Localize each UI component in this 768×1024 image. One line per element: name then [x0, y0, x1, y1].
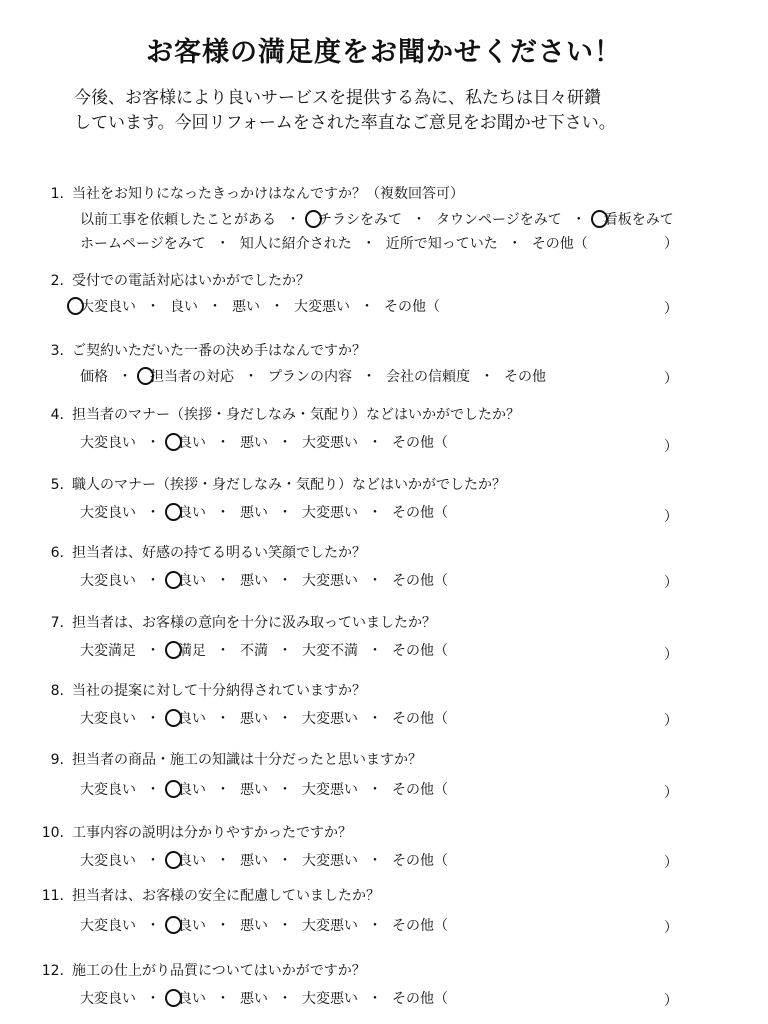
- separator: ・: [368, 918, 382, 934]
- close-paren: ）: [664, 713, 678, 729]
- separator: ・: [146, 643, 160, 659]
- question-label: 当社の提案に対して十分納得されていますか？: [72, 683, 366, 699]
- separator: ・: [216, 711, 230, 727]
- separator: ・: [412, 212, 426, 228]
- separator: ・: [270, 299, 284, 315]
- separator: ・: [146, 299, 160, 315]
- option-other[interactable]: その他（: [392, 435, 448, 451]
- option-other[interactable]: その他（: [392, 918, 448, 934]
- question-number: 10.: [41, 825, 64, 841]
- separator: ・: [216, 435, 230, 451]
- option-bad[interactable]: 悪い: [240, 505, 268, 521]
- option-good[interactable]: 良い: [170, 850, 206, 870]
- question-text: [40, 542, 366, 562]
- question-label: 担当者の商品・施工の知識は十分だったと思いますか？: [72, 752, 422, 768]
- separator: ・: [368, 711, 382, 727]
- option-very-bad[interactable]: 大変悪い: [302, 918, 358, 934]
- close-paren: ）: [664, 647, 678, 663]
- option-very-bad[interactable]: 大変悪い: [294, 299, 350, 315]
- option-good[interactable]: 良い: [170, 432, 206, 452]
- option-very-good[interactable]: 大変良い: [80, 918, 136, 934]
- option-other[interactable]: その他（: [384, 299, 440, 315]
- question-number: 12.: [41, 963, 64, 979]
- close-paren: ）: [664, 785, 678, 801]
- option-bad[interactable]: 悪い: [240, 711, 268, 727]
- option-dissatisfied[interactable]: 不満: [240, 643, 268, 659]
- question-number: 5.: [50, 477, 64, 493]
- separator: ・: [216, 643, 230, 659]
- option-other[interactable]: その他（: [392, 505, 448, 521]
- question-label: 担当者は、お客様の意向を十分に汲み取っていましたか？: [72, 615, 436, 631]
- option-other[interactable]: その他（: [392, 853, 448, 869]
- separator: ・: [146, 853, 160, 869]
- option-good[interactable]: 良い: [170, 915, 206, 935]
- answer-options: [80, 708, 448, 728]
- option-other[interactable]: その他: [504, 369, 546, 385]
- option-very-bad[interactable]: 大変悪い: [302, 711, 358, 727]
- separator: ・: [278, 505, 292, 521]
- option-very-satisfied[interactable]: 大変満足: [80, 643, 136, 659]
- question-number: 4.: [50, 407, 64, 423]
- option-good[interactable]: 良い: [170, 779, 206, 799]
- question-label: 職人のマナー（挨拶・身だしなみ・気配り）などはいかがでしたか？: [72, 477, 506, 493]
- option-town-page[interactable]: タウンページをみて: [436, 212, 562, 228]
- separator: ・: [208, 299, 222, 315]
- option-very-good[interactable]: 大変良い: [80, 853, 136, 869]
- option-very-bad[interactable]: 大変悪い: [302, 435, 358, 451]
- close-paren: ）: [664, 920, 678, 936]
- question-text: [40, 885, 380, 905]
- option-good[interactable]: 良い: [170, 299, 198, 315]
- separator: ・: [278, 573, 292, 589]
- option-bad[interactable]: 悪い: [240, 991, 268, 1007]
- close-paren: ）: [664, 855, 678, 871]
- question-number: 7.: [50, 615, 64, 631]
- separator: ・: [362, 369, 376, 385]
- answer-options: [80, 570, 448, 590]
- separator: ・: [507, 236, 522, 252]
- separator: ・: [216, 918, 230, 934]
- answer-options: [80, 850, 448, 870]
- intro-line: しています。今回リフォームをされた率直なご意見をお聞かせ下さい。: [74, 113, 616, 133]
- option-good[interactable]: 良い: [170, 708, 206, 728]
- question-number: 11.: [41, 888, 64, 904]
- question-label: 施工の仕上がり品質についてはいかがですか？: [72, 963, 366, 979]
- option-other[interactable]: その他（: [392, 991, 448, 1007]
- separator: ・: [278, 435, 292, 451]
- question-number: 9.: [50, 752, 64, 768]
- question-label: 受付での電話対応はいかがでしたか？: [72, 273, 310, 289]
- separator: ・: [146, 435, 160, 451]
- question-label: 担当者は、お客様の安全に配慮していましたか？: [72, 888, 380, 904]
- separator: ・: [286, 212, 300, 228]
- option-good[interactable]: 良い: [170, 502, 206, 522]
- separator: ・: [215, 236, 230, 252]
- option-signboard[interactable]: 看板をみて: [596, 209, 674, 229]
- question-text: [40, 680, 366, 700]
- answer-options: [80, 915, 448, 935]
- separator: ・: [361, 236, 376, 252]
- option-staff-response[interactable]: 担当者の対応: [142, 366, 234, 386]
- separator: ・: [216, 505, 230, 521]
- question-text: [40, 183, 464, 203]
- option-homepage[interactable]: ホームページをみて: [80, 236, 206, 252]
- separator: ・: [244, 369, 258, 385]
- question-text: [40, 270, 310, 290]
- question-number: 2.: [50, 273, 64, 289]
- separator: ・: [278, 918, 292, 934]
- option-good[interactable]: 良い: [170, 988, 206, 1008]
- close-paren: ）: [664, 439, 678, 455]
- close-paren: ）: [664, 371, 678, 387]
- option-company-trust[interactable]: 会社の信頼度: [386, 369, 470, 385]
- option-other[interactable]: その他（: [531, 236, 588, 252]
- option-very-good[interactable]: 大変良い: [80, 505, 136, 521]
- question-label: 工事内容の説明は分かりやすかったですか？: [72, 825, 352, 841]
- separator: ・: [368, 853, 382, 869]
- answer-options: [80, 209, 674, 229]
- separator: ・: [278, 991, 292, 1007]
- separator: ・: [368, 643, 382, 659]
- question-label: 担当者は、好感の持てる明るい笑顔でしたか？: [72, 545, 366, 561]
- question-text: [40, 960, 366, 980]
- question-label: 担当者のマナー（挨拶・身だしなみ・気配り）などはいかがでしたか？: [72, 407, 520, 423]
- question-text: [40, 404, 520, 424]
- separator: ・: [368, 782, 382, 798]
- close-paren: ）: [664, 301, 678, 317]
- option-good[interactable]: 良い: [170, 570, 206, 590]
- intro-text: [74, 86, 714, 136]
- separator: ・: [360, 299, 374, 315]
- answer-options: [80, 502, 448, 522]
- option-other[interactable]: その他（: [392, 643, 448, 659]
- separator: ・: [216, 573, 230, 589]
- question-number: 6.: [50, 545, 64, 561]
- separator: ・: [146, 505, 160, 521]
- option-bad[interactable]: 悪い: [240, 918, 268, 934]
- intro-line: 今後、お客様により良いサービスを提供する為に、私たちは日々研鑽: [74, 88, 601, 108]
- option-very-bad[interactable]: 大変悪い: [302, 782, 358, 798]
- option-other[interactable]: その他（: [392, 782, 448, 798]
- question-text: [40, 749, 422, 769]
- question-text: [40, 474, 506, 494]
- option-plan-content[interactable]: プランの内容: [268, 369, 352, 385]
- separator: ・: [368, 573, 382, 589]
- answer-options: [72, 296, 440, 316]
- option-very-good[interactable]: 大変良い: [80, 711, 136, 727]
- option-very-bad[interactable]: 大変悪い: [302, 505, 358, 521]
- separator: ・: [368, 505, 382, 521]
- close-paren: ）: [664, 575, 678, 591]
- option-very-good[interactable]: 大変良い: [80, 991, 136, 1007]
- answer-options: [80, 779, 448, 799]
- answer-options: [80, 432, 448, 452]
- option-flyer[interactable]: チラシをみて: [310, 209, 402, 229]
- separator: ・: [216, 853, 230, 869]
- option-neighborhood[interactable]: 近所で知っていた: [385, 236, 498, 252]
- option-very-good[interactable]: 大変良い: [80, 435, 136, 451]
- separator: ・: [146, 573, 160, 589]
- question-text: [40, 822, 352, 842]
- separator: ・: [368, 991, 382, 1007]
- separator: ・: [278, 711, 292, 727]
- close-paren: ）: [664, 236, 678, 252]
- separator: ・: [216, 782, 230, 798]
- separator: ・: [571, 212, 586, 228]
- option-bad[interactable]: 悪い: [240, 782, 268, 798]
- answer-options: [80, 233, 588, 253]
- separator: ・: [146, 782, 160, 798]
- option-price[interactable]: 価格: [80, 369, 108, 385]
- option-previous-client[interactable]: 以前工事を依頼したことがある: [80, 212, 276, 228]
- option-very-good[interactable]: 大変良い: [80, 782, 136, 798]
- question-number: 1.: [50, 186, 64, 202]
- close-paren: ）: [664, 993, 678, 1009]
- question-label: ご契約いただいた一番の決め手はなんですか？: [72, 343, 366, 359]
- separator: ・: [278, 643, 292, 659]
- question-text: [40, 612, 436, 632]
- separator: ・: [146, 991, 160, 1007]
- separator: ・: [368, 435, 382, 451]
- option-very-bad[interactable]: 大変悪い: [302, 573, 358, 589]
- form-title: お客様の満足度をお聞かせください！: [146, 37, 622, 68]
- answer-options: [80, 988, 448, 1008]
- option-satisfied[interactable]: 満足: [170, 640, 206, 660]
- option-referral[interactable]: 知人に紹介された: [239, 236, 352, 252]
- question-number: 3.: [50, 343, 64, 359]
- option-very-good[interactable]: 大変良い: [80, 573, 136, 589]
- separator: ・: [146, 918, 160, 934]
- option-other[interactable]: その他（: [392, 711, 448, 727]
- question-number: 8.: [50, 683, 64, 699]
- option-very-good[interactable]: 大変良い: [72, 296, 136, 316]
- separator: ・: [146, 711, 160, 727]
- separator: ・: [278, 782, 292, 798]
- option-other[interactable]: その他（: [392, 573, 448, 589]
- option-bad[interactable]: 悪い: [232, 299, 260, 315]
- separator: ・: [278, 853, 292, 869]
- answer-options: [80, 366, 546, 386]
- option-very-bad[interactable]: 大変悪い: [302, 853, 358, 869]
- question-text: [40, 340, 366, 360]
- question-label: 当社をお知りになったきっかけはなんですか？（複数回答可）: [72, 186, 464, 202]
- separator: ・: [216, 991, 230, 1007]
- option-bad[interactable]: 悪い: [240, 573, 268, 589]
- close-paren: ）: [664, 509, 678, 525]
- separator: ・: [480, 369, 494, 385]
- option-very-bad[interactable]: 大変悪い: [302, 991, 358, 1007]
- option-very-dissatisfied[interactable]: 大変不満: [302, 643, 358, 659]
- separator: ・: [118, 369, 132, 385]
- answer-options: [80, 640, 448, 660]
- option-bad[interactable]: 悪い: [240, 853, 268, 869]
- option-bad[interactable]: 悪い: [240, 435, 268, 451]
